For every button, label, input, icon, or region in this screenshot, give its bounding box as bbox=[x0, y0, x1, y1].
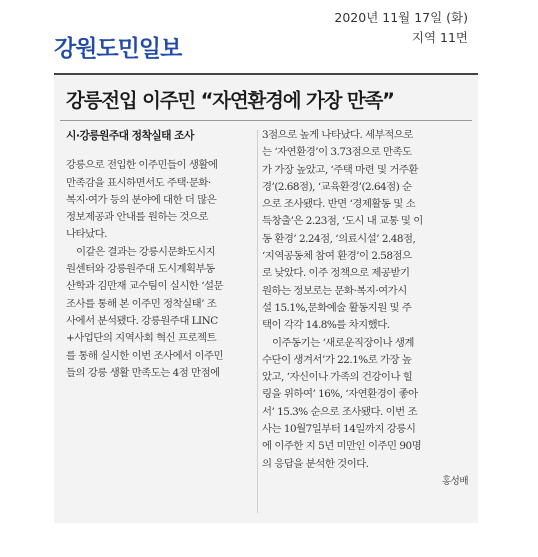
article-byline: 홍성배 bbox=[441, 475, 468, 487]
publication-date: 2020년 11월 17일 (화) bbox=[334, 10, 468, 25]
body-line: 이주동기는 ‘새로운직장이나 생계 bbox=[272, 336, 414, 349]
article-column-right bbox=[262, 127, 468, 490]
body-line: 링을 위하여’ 16%, ‘자연환경이 좋아 bbox=[262, 388, 418, 401]
body-line: 경’(2.68점), ‘교육환경’(2.64점) 순 bbox=[262, 180, 412, 193]
article-column-left bbox=[66, 127, 261, 382]
body-line: 설 15.1%,문화예술 활동지원 및 주 bbox=[262, 301, 412, 314]
body-line: 가 가장 높았고, ‘주택 마련 및 거주환 bbox=[262, 163, 418, 176]
body-line: 들의 강릉 생활 만족도는 4점 만점에 bbox=[66, 366, 220, 379]
body-line: 에 이주한 지 5년 미만인 이주민 90명 bbox=[262, 440, 422, 453]
body-line: 를 통해 실시한 이번 조사에서 이주민 bbox=[66, 349, 224, 362]
body-line: 정보제공과 안내를 원하는 것으로 bbox=[66, 211, 208, 224]
body-line: 이같은 결과는 강릉시문화도시지 bbox=[76, 245, 216, 258]
body-line: 는 ‘자연환경’이 3.73점으로 만족도 bbox=[262, 146, 412, 159]
body-line: 서’ 15.3% 순으로 조사됐다. 이번 조 bbox=[262, 405, 418, 418]
body-line: 사는 10월7일부터 14일까지 강릉시 bbox=[262, 423, 416, 436]
body-line: ‘지역공동체 참여 환경’이 2.58점으 bbox=[262, 250, 412, 263]
headline-divider bbox=[60, 120, 472, 121]
body-line: 았고, ‘자신이나 가족의 건강이나 힐 bbox=[262, 371, 413, 384]
body-line: 만족감을 표시하면서도 주택·문화· bbox=[66, 176, 211, 189]
page-section: 지역 11면 bbox=[411, 30, 468, 45]
body-line: 동 환경’ 2.24점, ‘의료시설’ 2.48점, bbox=[262, 232, 416, 245]
article-headline: 강릉전입 이주민 “자연환경에 가장 만족” bbox=[66, 89, 394, 112]
body-line: 3점으로 높게 나타났다. 세부적으로 bbox=[262, 129, 413, 141]
body-line: 강릉으로 전입한 이주민들이 생활에 bbox=[66, 159, 218, 172]
article-subhead: 시·강릉원주대 정착실태 조사 bbox=[66, 129, 194, 142]
body-line: 득창출’은 2.23점, ‘도시 내 교통 및 이 bbox=[262, 215, 423, 228]
body-line: 으로 조사됐다. 반면 ‘경제활동 및 소 bbox=[262, 198, 416, 211]
body-line: 복지·여가 등의 분야에 대한 더 많은 bbox=[66, 193, 217, 206]
body-line: 로 낮았다. 이주 정책으로 제공받기 bbox=[262, 267, 410, 280]
body-line: +사업단의 지역사회 혁신 프로젝트 bbox=[66, 332, 217, 345]
newspaper-logo: 강원도민일보 bbox=[54, 36, 182, 62]
body-line: 조사를 통해 본 이주민 정착실태’ 조 bbox=[66, 297, 217, 310]
body-line: 원센터와 강릉원주대 도시계획부동 bbox=[66, 263, 215, 276]
body-line: 택이 각각 14.8%를 차지했다. bbox=[262, 319, 390, 332]
body-line: 원하는 정보로는 문화·복지·여가시 bbox=[262, 284, 407, 297]
column-divider bbox=[257, 130, 258, 513]
body-line: 나타났다. bbox=[66, 228, 107, 241]
body-line: 의 응답을 분석한 것이다. bbox=[262, 457, 369, 470]
body-line: 수단이 생겨서’가 22.1%로 가장 높 bbox=[262, 353, 412, 366]
body-line: 사에서 분석됐다. 강릉원주대 LINC bbox=[66, 314, 218, 327]
body-line: 산학과 김만재 교수팀이 실시한 ‘설문 bbox=[66, 280, 224, 293]
article-clipping bbox=[54, 73, 478, 523]
